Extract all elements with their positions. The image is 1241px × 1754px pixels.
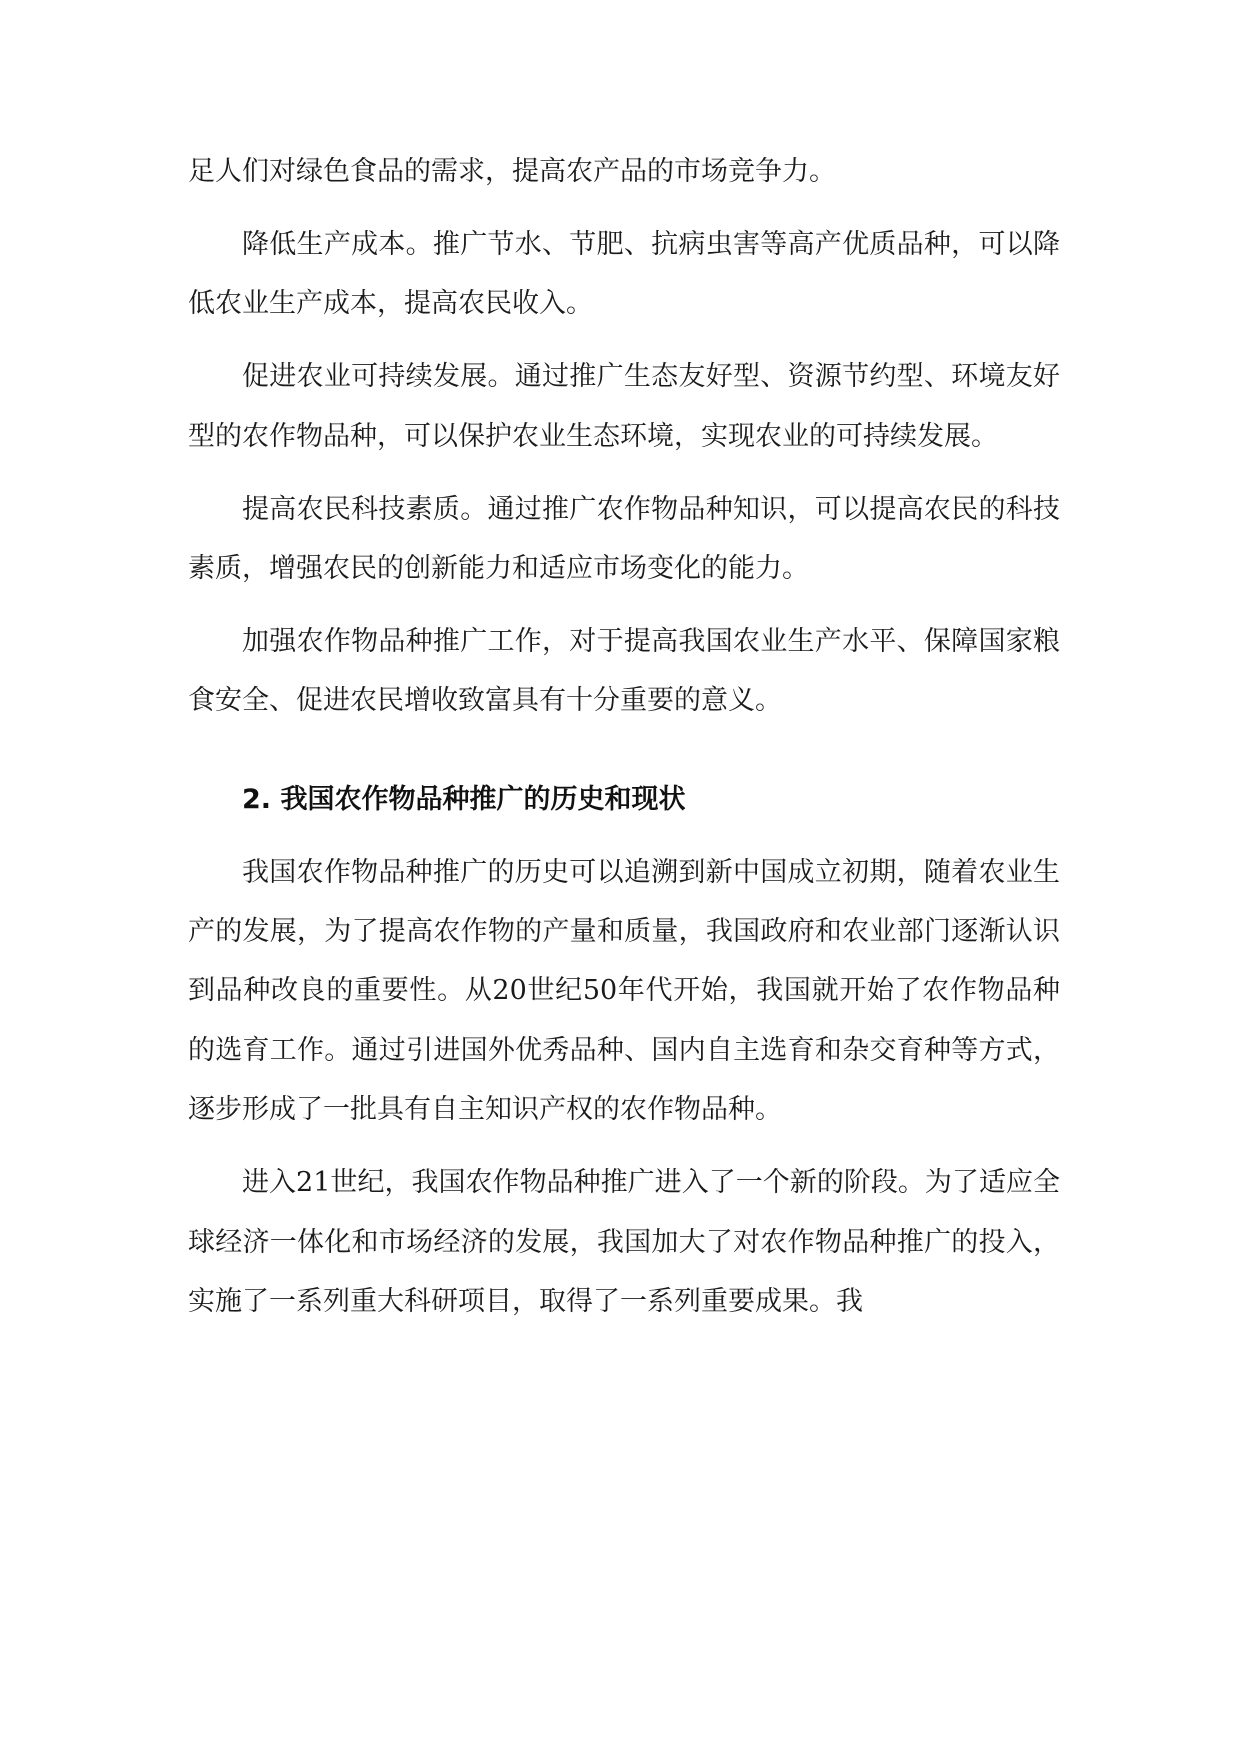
document-body (188, 142, 1060, 1345)
paragraph-farmer-skills: 提高农民科技素质。通过推广农作物品种知识，可以提高农民的科技素质，增强农民的创新能力和适应市场变化的能力。 (188, 493, 1060, 584)
paragraph-21st-century: 进入21世纪，我国农作物品种推广进入了一个新的阶段。为了适应全球经济一体化和市场经济的发展，我国加大了对农作物品种推广的投入，实施了一系列重大科研项目，取得了一系列重要成果。我 (188, 1167, 1060, 1317)
section-heading: 2. 我国农作物品种推广的历史和现状 (242, 783, 686, 815)
paragraph-sustainable-development: 促进农业可持续发展。通过推广生态友好型、资源节约型、环境友好型的农作物品种，可以保护农业生态环境，实现农业的可持续发展。 (188, 361, 1060, 452)
paragraph-continuation: 足人们对绿色食品的需求，提高农产品的市场竞争力。 (188, 156, 836, 187)
paragraph-significance: 加强农作物品种推广工作，对于提高我国农业生产水平、保障国家粮食安全、促进农民增收致富具有十分重要的意义。 (188, 625, 1060, 717)
paragraph-history: 我国农作物品种推广的历史可以追溯到新中国成立初期，随着农业生产的发展，为了提高农作物的产量和质量，我国政府和农业部门逐渐认识到品种改良的重要性。从20世纪50年代开始，我国就开始了农作物品种的选育工作。通过引进国外优秀品种、国内自主选育和杂交育种等方式，逐步形成了一批具有自主知识产权的农作物品种。 (188, 856, 1060, 1126)
paragraph-reduce-cost: 降低生产成本。推广节水、节肥、抗病虫害等高产优质品种，可以降低农业生产成本，提高农民收入。 (188, 228, 1060, 320)
